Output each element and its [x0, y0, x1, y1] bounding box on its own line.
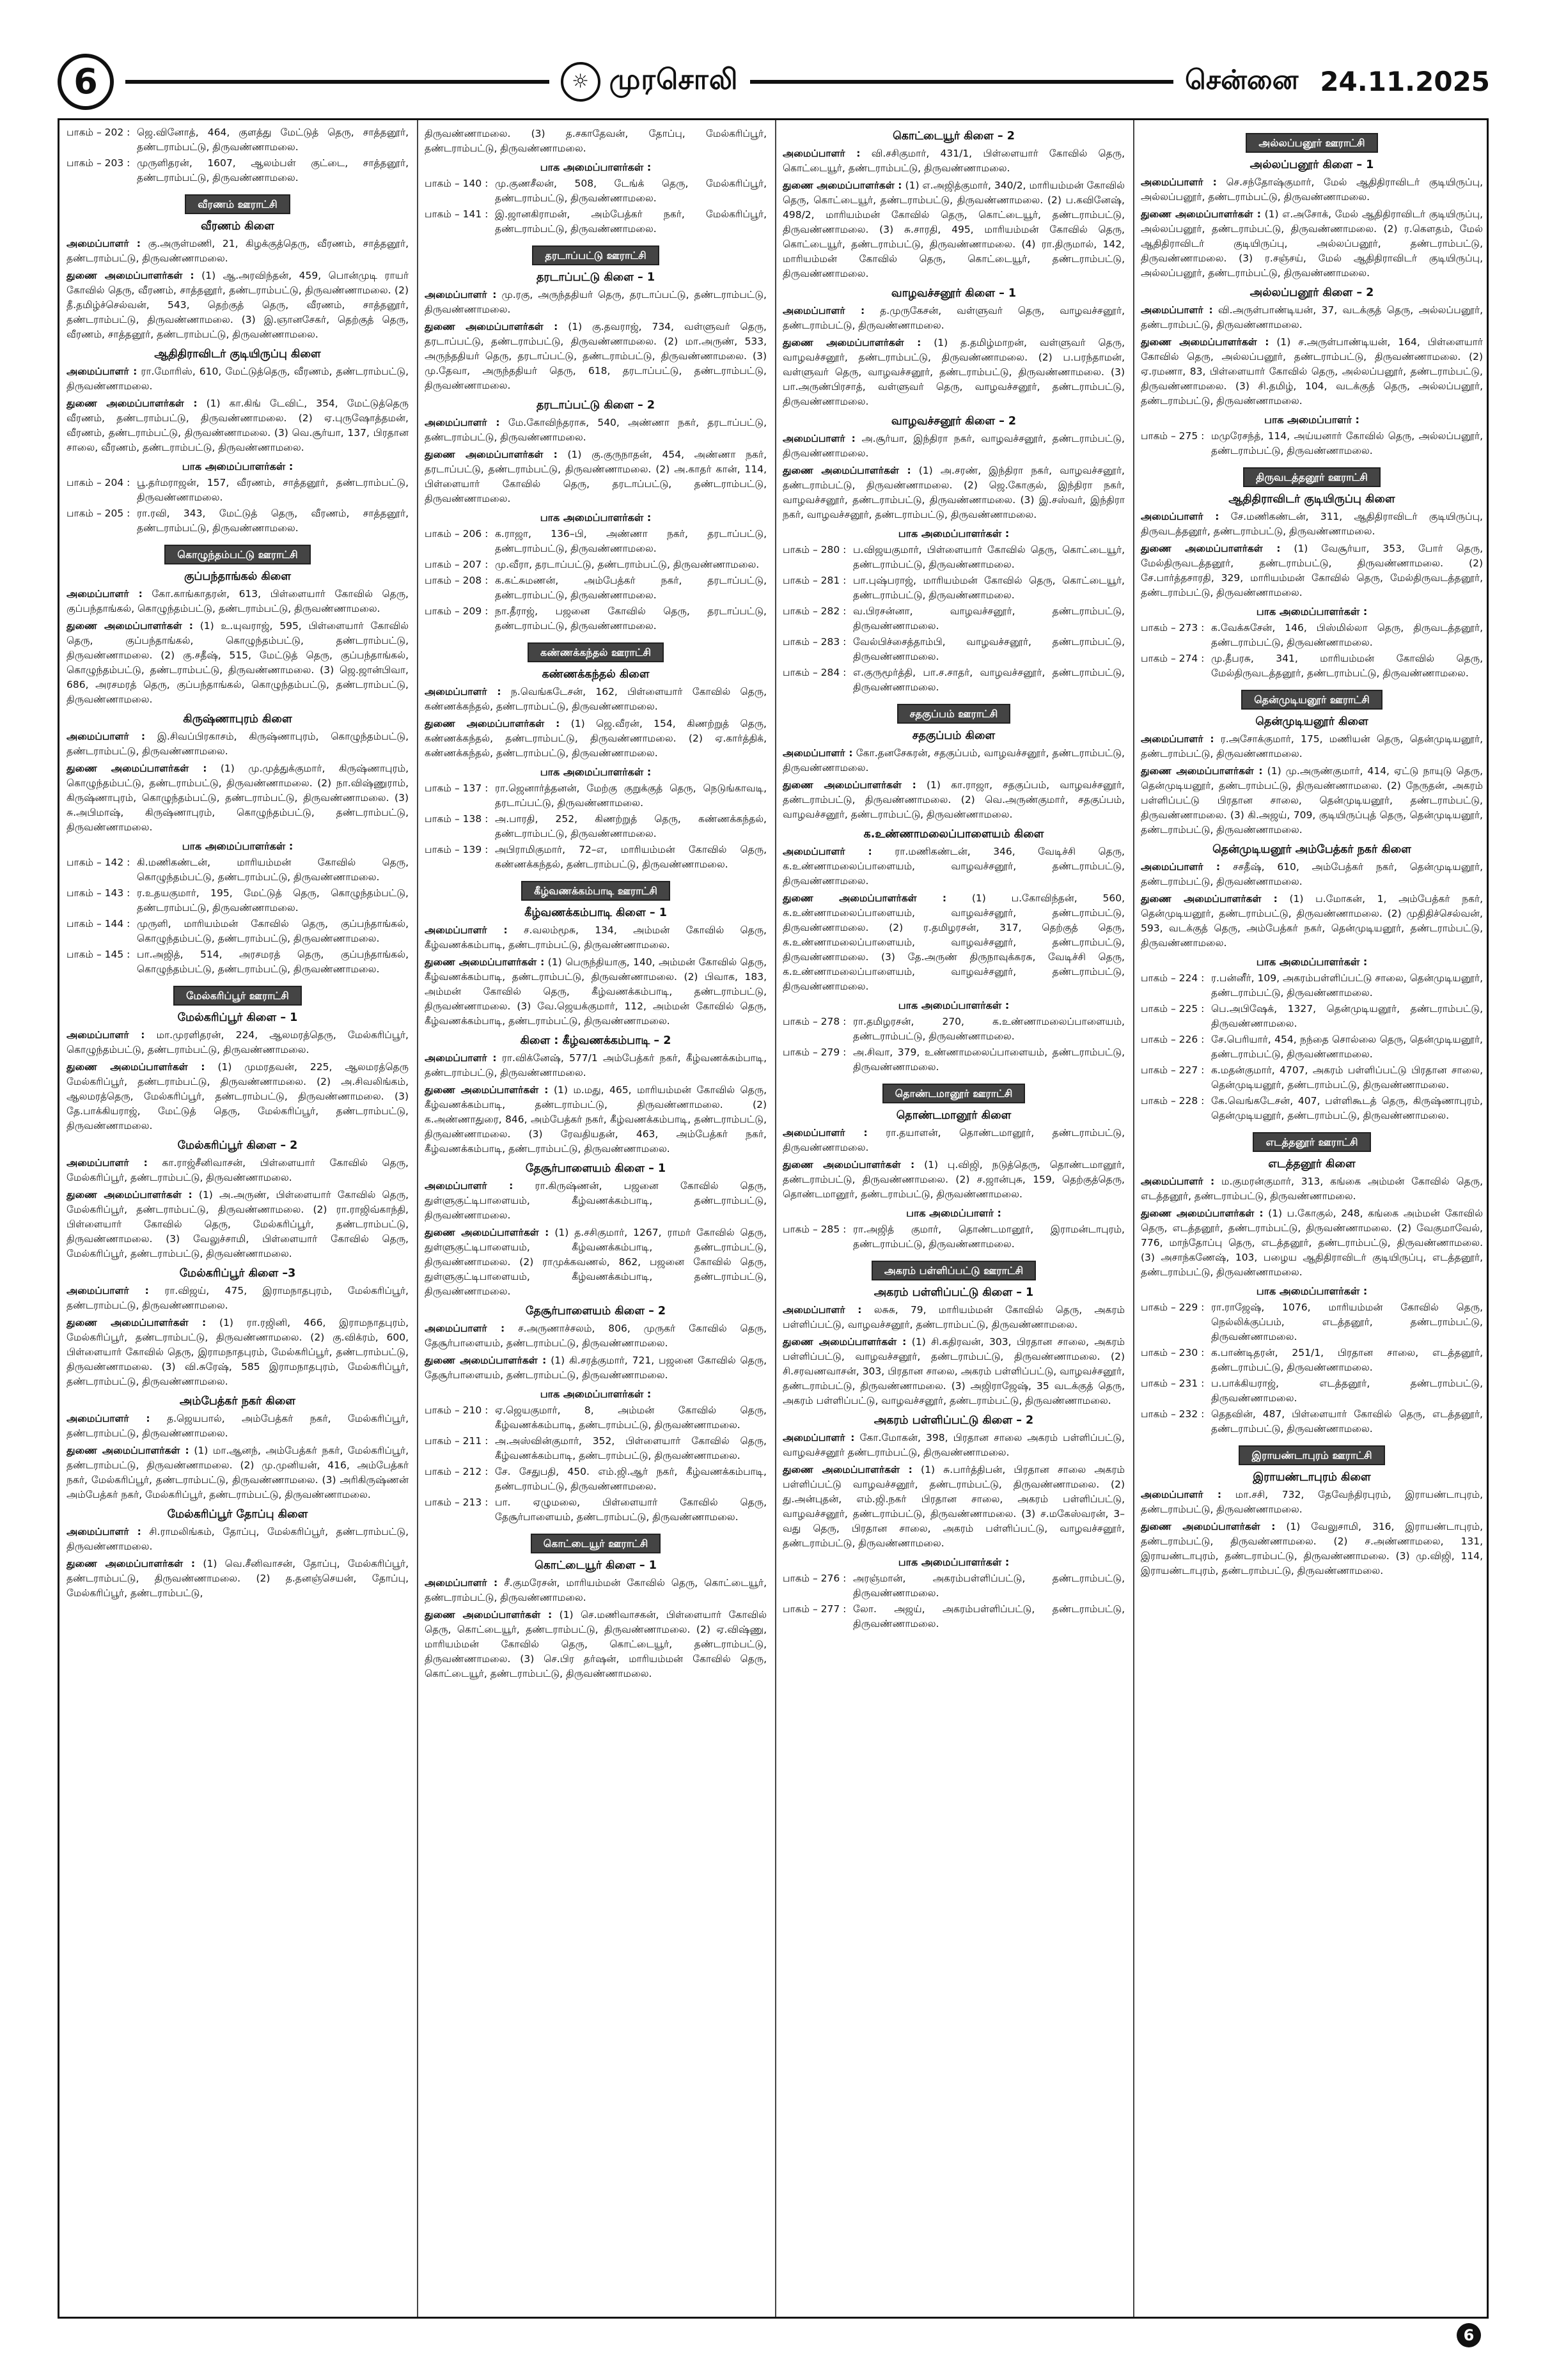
- column-2: [425, 124, 767, 2310]
- organiser-entry: அமைப்பாளர் : சே.மணிகண்டன், 311, ஆதிதிராவிடர் குடியிருப்பு, திருவடத்தனூர், தண்டராம்பட்டு, திருவண்ணாமலை.: [1141, 511, 1483, 537]
- branch-heading: குப்பந்தாங்கல் கிளை: [184, 570, 292, 583]
- booth-entry: [425, 1495, 767, 1525]
- booth-entry: [425, 527, 767, 556]
- booth-entry: [425, 207, 767, 237]
- booth-number: பாகம் – 278 :: [783, 1016, 847, 1027]
- rising-sun-logo-icon: ☼: [561, 62, 600, 102]
- booth-number: பாகம் – 202 :: [67, 127, 130, 138]
- booth-number: பாகம் – 207 :: [425, 559, 489, 570]
- branch-heading: அகரம் பள்ளிப்பட்டு கிளை – 2: [873, 1414, 1034, 1427]
- booth-entry: [1141, 1407, 1483, 1436]
- booth-organiser: கி.மணிகண்டன், மாரியம்மன் கோவில் தெரு, கொழுந்தம்பட்டு, தண்டராம்பட்டு, திருவண்ணாமலை.: [137, 857, 409, 883]
- booth-number: பாகம் – 213 :: [425, 1497, 489, 1508]
- booth-organiser: க.ராஜா, 136–பி, அண்ணா நகர், தரடாப்பட்டு, தண்டராம்பட்டு, திருவண்ணாமலை.: [495, 528, 767, 554]
- organiser-entry: அமைப்பாளர் : மா.முரளிதரன், 224, ஆலமரத்தெரு, மேல்கரிப்பூர், கொழுந்தம்பட்டு, தண்டராம்பட்டு, திருவண்ணாமலை.: [67, 1029, 409, 1055]
- booth-organiser: பா.புஷ்பராஜ், மாரியம்மன் கோவில் தெரு, கொட்டையூர், தண்டராம்பட்டு, திருவண்ணாமலை.: [853, 575, 1125, 601]
- deputy-organisers-entry: துணை அமைப்பாளர்கள் : (1) மு.அருண்குமார், 414, ஏட்டு நாயுடு தெரு, தென்முடியனூர், தண்டராம்பட்டு, திருவண்ணாமலை. (2) நேருதன், அகரம் பள்ளிப்பட்டு பிரதான சாலை, தென்முடியனூர், தண்டராம்பட்டு, திருவண்ணாமலை. (3) கி.அஜய், 709, குடியிருப்புத் தெரு, தென்முடியனூர், தண்டராம்பட்டு, திருவண்ணாமலை.: [1141, 765, 1483, 836]
- column-rule: [775, 120, 776, 2317]
- panchayat-heading: கண்ணக்கந்தல் ஊராட்சி: [425, 642, 767, 662]
- deputy-organisers-entry: துணை அமைப்பாளர்கள் : (1) பு.விஜி, நடுத்தெரு, தொண்டமானூர், தண்டராம்பட்டு, திருவண்ணாமலை. (2) ச.ஜான்புசு, 159, தெற்குத்தெரு, தொண்டமானூர், தண்டராம்பட்டு, திருவண்ணாமலை.: [783, 1159, 1125, 1200]
- booth-entry: [425, 176, 767, 206]
- booth-organiser: எ.குருமூர்த்தி, பா.ச.சாதர், வாழவச்சனூர், தண்டராம்பட்டு, திருவண்ணாமலை.: [853, 667, 1125, 693]
- organiser-entry: அமைப்பாளர் : மே.கோவிந்தராசு, 540, அண்ணா நகர், தரடாப்பட்டு, தண்டராம்பட்டு, திருவண்ணாமலை.: [425, 417, 767, 443]
- booth-organiser: அ.சிவா, 379, உண்ணாமலைப்பாளையம், தண்டராம்பட்டு, திருவண்ணாமலை.: [853, 1046, 1125, 1073]
- booth-number: பாகம் – 228 :: [1141, 1095, 1205, 1107]
- deputy-organisers-entry: துணை அமைப்பாளர்கள் : (1) உ.யுவராஜ், 595, பிள்ளையார் கோவில் தெரு, குப்பந்தாங்கல், கொழுந்தம்பட்டு, தண்டராம்பட்டு, திருவண்ணாமலை. (2) கு.சதீஷ், 515, மேட்டுத் தெரு, குப்பந்தாங்கல், கொழுந்தம்பட்டு, தண்டராம்பட்டு, திருவண்ணாமலை. (3) ஜெ.ஜான்பிவா, 686, அரசமரத் தெரு, குப்பந்தாங்கல், கொழுந்தம்பட்டு, தண்டராம்பட்டு, திருவண்ணாமலை.: [67, 620, 409, 705]
- booth-number: பாகம் – 208 :: [425, 575, 489, 586]
- booth-number: பாகம் – 281 :: [783, 575, 847, 586]
- booth-entry: [425, 812, 767, 841]
- booth-organisers-heading: பாக அமைப்பாளர்கள் :: [898, 527, 1010, 540]
- booth-number: பாகம் – 224 :: [1141, 972, 1205, 984]
- branch-heading: கொட்டையூர் கிளை – 2: [893, 130, 1015, 143]
- pb-list: [783, 1222, 1125, 1252]
- booth-entry: [425, 573, 767, 603]
- booth-organiser: ப.பாக்கியராஜ், எடத்தனூர், தண்டராம்பட்டு, திருவண்ணாமலை.: [1211, 1378, 1483, 1404]
- deputy-organisers-entry: துணை அமைப்பாளர்கள் : (1) அ.சரண், இந்திரா நகர், வாழவச்சனூர், தண்டராம்பட்டு, திருவண்ணாமலை. (2) ஜெ.கோகுல், இந்திரா நகர், வாழவச்சனூர், தண்டராம்பட்டு, திருவண்ணாமலை. (3) இ.சஸ்வர், இந்திரா நகர், வாழவச்சனூர், தண்டராம்பட்டு, திருவண்ணாமலை.: [783, 465, 1125, 520]
- booth-number: பாகம் – 205 :: [67, 508, 130, 519]
- deputy-organisers-entry: துணை அமைப்பாளர்கள் : (1) கி.சரத்குமார், 721, பஜனை கோவில் தெரு, தேசூர்பாளையம், தண்டராம்பட்டு, திருவண்ணாமலை.: [425, 1355, 767, 1381]
- booth-number: பாகம் – 206 :: [425, 528, 489, 540]
- booth-number: பாகம் – 226 :: [1141, 1034, 1205, 1045]
- panchayat-heading: இராயண்டாபுரம் ஊராட்சி: [1141, 1445, 1483, 1465]
- booth-number: பாகம் – 203 :: [67, 157, 130, 169]
- booth-organiser: வ.பிரசன்னா, வாழவச்சனூர், தண்டராம்பட்டு, திருவண்ணாமலை.: [853, 605, 1125, 632]
- booth-entry: [783, 604, 1125, 634]
- organiser-entry: அமைப்பாளர் : ரா.விக்னேஷ், 577/1 அம்பேத்கர் நகர், கீழ்வணக்கம்பாடி, தண்டராம்பட்டு, திருவண்ணாமலை.: [425, 1052, 767, 1078]
- deputy-organisers-entry: துணை அமைப்பாளர்கள் : (1) எ.அஜித்குமார், 340/2, மாரியம்மன் கோவில் தெரு, கொட்டையூர், தண்டராம்பட்டு, திருவண்ணாமலை. (2) ப.கவினேஷ், 498/2, மாரியம்மன் கோவில் தெரு, கொட்டையூர், தண்டராம்பட்டு, திருவண்ணாமலை. (3) சு.சாரதி, 495, மாரியம்மன் கோவில் தெரு, கொட்டையூர், தண்டராம்பட்டு, திருவண்ணாமலை. (4) ரா.திருமால், 142, மாரியம்மன் கோவில் தெரு, கொட்டையூர், தண்டராம்பட்டு, திருவண்ணாமலை.: [783, 180, 1125, 279]
- organiser-entry: அமைப்பாளர் : கோ.மோகன், 398, பிரதான சாலை அகரம் பள்ளிப்பட்டு, வாழவச்சனூர் தண்டராம்பட்டு, திருவண்ணாமலை.: [783, 1432, 1125, 1458]
- booth-number: பாகம் – 227 :: [1141, 1064, 1205, 1076]
- booth-number: பாகம் – 144 :: [67, 918, 130, 929]
- footer-page-number: 6: [1457, 2323, 1481, 2347]
- booth-number: பாகம் – 137 :: [425, 782, 489, 794]
- deputy-organisers-entry: துணை அமைப்பாளர்கள் : (1) ரா.ரஜினி, 466, இராமநாதபுரம், மேல்கரிப்பூர், தண்டராம்பட்டு, திருவண்ணாமலை. (2) கு.விக்ரம், 600, பிள்ளையார் கோவில் தெரு, இராமநாதபுரம், மேல்கரிப்பூர், தண்டராம்பட்டு, திருவண்ணாமலை. (3) வி.சுரேஷ், 585 இராமநாதபுரம், மேல்கரிப்பூர், தண்டராம்பட்டு, திருவண்ணாமலை.: [67, 1317, 409, 1387]
- booth-entry: [783, 543, 1125, 572]
- deputy-organisers-entry: துணை அமைப்பாளர்கள் : (1) செ.மணிவாசகன், பிள்ளையார் கோவில் தெரு, கொட்டையூர், தண்டராம்பட்டு, திருவண்ணாமலை. (2) ஏ.விஷ்ணு, மாரியம்மன் கோவில் தெரு, கொட்டையூர், தண்டராம்பட்டு, திருவண்ணாமலை. (3) செ.பிர தர்ஷன், மாரியம்மன் கோவில் தெரு, கொட்டையூர், தண்டராம்பட்டு, திருவண்ணாமலை.: [425, 1609, 767, 1679]
- masthead-center: [561, 62, 739, 102]
- page-number-badge: 6: [58, 54, 114, 110]
- pb-list: [1141, 971, 1483, 1123]
- booth-number: பாகம் – 138 :: [425, 813, 489, 825]
- panchayat-heading: வீரணம் ஊராட்சி: [67, 194, 409, 214]
- booth-entry: [67, 917, 409, 946]
- booth-entry: [425, 1465, 767, 1494]
- masthead: [58, 51, 1490, 112]
- pb-list: [425, 527, 767, 634]
- deputy-organisers-entry: துணை அமைப்பாளர்கள் : (1) சி.கதிரவன், 303, பிரதான சாலை, அகரம் பள்ளிப்பட்டு, வாழவச்சனூர், தண்டராம்பட்டு, திருவண்ணாமலை. (2) சி.சரவணவாசன், 303, பிரதான சாலை, அகரம் பள்ளிப்பட்டு, வாழவச்சனூர், தண்டராம்பட்டு, திருவண்ணாமலை. (3) அஜிராஜேஷ், 35 வடக்குத் தெரு, அகரம் பள்ளிப்பட்டு, வாழவச்சனூர், தண்டராம்பட்டு, திருவண்ணாமலை.: [783, 1336, 1125, 1406]
- booth-number: பாகம் – 212 :: [425, 1466, 489, 1477]
- booth-number: பாகம் – 273 :: [1141, 622, 1205, 634]
- deputy-organisers-entry: துணை அமைப்பாளர்கள் : (1) கு.தவராஜ், 734, வள்ளுவர் தெரு, தரடாப்பட்டு, தண்டராம்பட்டு, திருவண்ணாமலை. (2) மா.அருண், 533, அருந்ததியர் தெரு, தரடாப்பட்டு, தண்டராம்பட்டு, திருவண்ணாமலை. (3) மு.தேவா, அருந்ததியர் தெரு, 618, தரடாப்பட்டு, தண்டராம்பட்டு, திருவண்ணாமலை.: [425, 321, 767, 391]
- panchayat-heading: கொட்டையூர் ஊராட்சி: [425, 1534, 767, 1553]
- booth-organisers-heading: பாக அமைப்பாளர்கள் :: [898, 999, 1010, 1011]
- deputy-organisers-entry: துணை அமைப்பாளர்கள் : (1) ம.மது, 465, மாரியம்மன் கோவில் தெரு, கீழ்வணக்கம்பாடி, தண்டராம்பட்டு, திருவண்ணாமலை. (2) க.அண்ணாதுரை, 846, அம்பேத்கர் நகர், கீழ்வணக்கம்பாடி, தண்டராம்பட்டு, திருவண்ணாமலை. (3) ரேவதியதன், 463, அம்பேத்கர் நகர், கீழ்வணக்கம்பாடி, தண்டராம்பட்டு, திருவண்ணாமலை.: [425, 1084, 767, 1155]
- booth-number: பாகம் – 140 :: [425, 178, 489, 189]
- organiser-entry: அமைப்பாளர் : ந.வெங்கடேசன், 162, பிள்ளையார் கோவில் தெரு, கண்ணக்கந்தல், தண்டராம்பட்டு, திருவண்ணாமலை.: [425, 686, 767, 712]
- organiser-entry: அமைப்பாளர் : கோ.காங்காதரன், 613, பிள்ளையார் கோவில் தெரு, குப்பந்தாங்கல், கொழுந்தம்பட்டு, தண்டராம்பட்டு, திருவண்ணாமலை.: [67, 588, 409, 614]
- booth-entry: [67, 156, 409, 185]
- pb-list: [1141, 429, 1483, 458]
- booth-number: பாகம் – 145 :: [67, 949, 130, 960]
- panchayat-heading: அகரம் பள்ளிப்பட்டு ஊராட்சி: [783, 1261, 1125, 1280]
- booth-number: பாகம் – 274 :: [1141, 653, 1205, 664]
- deputy-organisers-entry: துணை அமைப்பாளர்கள் : (1) கு.குருநாதன், 454, அண்ணா நகர், தரடாப்பட்டு, தண்டராம்பட்டு, திருவண்ணாமலை. (2) அ.காதர் கான், 114, பிள்ளையார் கோவில் தெரு, தரடாப்பட்டு, தண்டராம்பட்டு, திருவண்ணாமலை.: [425, 449, 767, 504]
- pb-list: [783, 543, 1125, 695]
- organiser-entry: அமைப்பாளர் : கு.அருள்மணி, 21, கிழக்குத்தெரு, வீரணம், சாத்தனூர், தண்டராம்பட்டு, திருவண்ணாமலை.: [67, 238, 409, 264]
- booth-entry: [425, 1403, 767, 1433]
- column-rule: [1133, 120, 1134, 2317]
- booth-number: பாகம் – 280 :: [783, 544, 847, 556]
- organiser-entry: அமைப்பாளர் : ரா.மோரிஸ், 610, மேட்டுத்தெரு, வீரணம், தண்டராம்பட்டு, திருவண்ணாமலை.: [67, 366, 409, 392]
- panchayat-heading: தென்முடியனூர் ஊராட்சி: [1141, 690, 1483, 710]
- organiser-entry: அமைப்பாளர் : வி.அருள்பாண்டியன், 37, வடக்குத் தெரு, அல்லப்பனூர், தண்டராம்பட்டு, திருவண்ணாமலை.: [1141, 304, 1483, 331]
- deputy-organisers-entry: துணை அமைப்பாளர்கள் : (1) ப.கோவிந்தன், 560, க.உண்ணாமலைப்பாளையம், வாழவச்சனூர், தண்டராம்பட்டு, திருவண்ணாமலை. (2) ர.தமிழரசன், 317, தெற்குத் தெரு, க.உண்ணாமலைப்பாளையம், வாழவச்சனூர், தண்டராம்பட்டு, திருவண்ணாமலை. (3) தே.அருண் திருநாவுக்கரசு, வேடிச்சி தெரு, க.உண்ணாமலைப்பாளையம், வாழவச்சனூர், தண்டராம்பட்டு, திருவண்ணாமலை.: [783, 892, 1125, 992]
- deputy-organisers-entry: துணை அமைப்பாளர்கள் : (1) த.சசிகுமார், 1267, ராமர் கோவில் தெரு, துள்ளுகுட்டிபாளையம், கீழ்வணக்கம்பாடி, தண்டராம்பட்டு, திருவண்ணாமலை. (2) ராமுக்கவணல், 862, பஜனை கோவில் தெரு, துள்ளுகுட்டிபாளையம், கீழ்வணக்கம்பாடி, தண்டராம்பட்டு, திருவண்ணாமலை.: [425, 1227, 767, 1297]
- booth-entry: [67, 476, 409, 505]
- pb-list: [783, 1015, 1125, 1075]
- booth-organiser: பா. ஏழுமலை, பிள்ளையார் கோவில் தெரு, தேசூர்பாளையம், தண்டராம்பட்டு, திருவண்ணாமலை.: [495, 1497, 767, 1523]
- booth-organisers-heading: பாக அமைப்பாளர் :: [1264, 414, 1359, 426]
- booth-organiser: பூ.தர்மராஜன், 157, வீரணம், சாத்தனூர், தண்டராம்பட்டு, திருவண்ணாமலை.: [137, 477, 409, 503]
- booth-organiser: அ.பாரதி, 252, கிணற்றுத் தெரு, கண்ணக்கந்தல், தண்டராம்பட்டு, திருவண்ணாமலை.: [495, 813, 767, 839]
- booth-number: பாகம் – 209 :: [425, 605, 489, 617]
- booth-organisers-heading: பாக அமைப்பாளர்கள் :: [540, 766, 652, 778]
- pb-list: [783, 1571, 1125, 1631]
- pb-list: [1141, 1300, 1483, 1436]
- booth-organiser: க.மதன்குமார், 4707, அகரம் பள்ளிப்பட்டு பிரதான சாலை, தென்முடியனூர், தண்டராம்பட்டு, திருவண்ணாமலை.: [1211, 1064, 1483, 1091]
- organiser-entry: அமைப்பாளர் : கா.ராஜ்சீனிவாசன், பிள்ளையார் கோவில் தெரு, மேல்கரிப்பூர், தண்டராம்பட்டு, திருவண்ணாமலை.: [67, 1157, 409, 1183]
- booth-entry: [1141, 1094, 1483, 1123]
- deputy-organisers-entry: துணை அமைப்பாளர்கள் : (1) கா.ராஜா, சதகுப்பம், வாழவச்சனூர், தண்டராம்பட்டு, திருவண்ணாமலை. (2) வெ.அருண்குமார், சதகுப்பம், வாழவச்சனூர், தண்டராம்பட்டு, திருவண்ணாமலை.: [783, 779, 1125, 820]
- deputy-organisers-entry: துணை அமைப்பாளர்கள் : (1) வேசூர்யா, 353, போர் தெரு, மேல்திருவடத்தனூர், தண்டராம்பட்டு, திருவண்ணாமலை. (2) சே.பார்த்தசாரதி, 329, மாரியம்மன் கோவில் தெரு, மேல்திருவடத்தனூர், தண்டராம்பட்டு, திருவண்ணாமலை.: [1141, 543, 1483, 598]
- booth-entry: [1141, 1346, 1483, 1375]
- organiser-entry: அமைப்பாளர் : ரா.விஜய், 475, இராமநாதபுரம், மேல்கரிப்பூர், தண்டராம்பட்டு, திருவண்ணாமலை.: [67, 1285, 409, 1311]
- booth-number: பாகம் – 232 :: [1141, 1408, 1205, 1420]
- pb-list: [1141, 621, 1483, 681]
- booth-entry: [783, 1015, 1125, 1044]
- organiser-entry: அமைப்பாளர் : த.ஜெயபால், அம்பேத்கர் நகர், மேல்கரிப்பூர், தண்டராம்பட்டு, திருவண்ணாமலை.: [67, 1413, 409, 1439]
- booth-entry: [783, 1571, 1125, 1601]
- booth-entry: [1141, 429, 1483, 458]
- booth-organiser: இ.ஜானகிராமன், அம்பேத்கர் நகர், மேல்கரிப்பூர், தண்டராம்பட்டு, திருவண்ணாமலை.: [495, 208, 767, 235]
- branch-heading: தென்முடியனூர் அம்பேத்கர் நகர் கிளை: [1212, 843, 1411, 856]
- booth-number: பாகம் – 211 :: [425, 1435, 489, 1447]
- edition-city: சென்னை: [1185, 64, 1299, 95]
- branch-heading: சதகுப்பம் கிளை: [912, 729, 996, 742]
- deputy-organisers-entry: துணை அமைப்பாளர்கள் : (1) ப.மோகன், 1, அம்பேத்கர் நகர், தென்முடியனூர், தண்டராம்பட்டு, திருவண்ணாமலை. (2) முதிதிச்செல்வன், 593, வடக்குத் தெரு, அம்பேத்கர் நகர், தென்முடியனூர், தண்டராம்பட்டு, திருவண்ணாமலை.: [1141, 893, 1483, 949]
- masthead-rule-left: [125, 80, 549, 84]
- newspaper-name: முரசொலி: [609, 63, 739, 96]
- branch-heading: அகரம் பள்ளிப்பட்டு கிளை – 1: [873, 1286, 1034, 1299]
- booth-organisers-heading: பாக அமைப்பாளர்கள் :: [898, 1556, 1010, 1568]
- booth-entry: [67, 506, 409, 536]
- organiser-entry: அமைப்பாளர் : சசதீஷ், 610, அம்பேத்கர் நகர், தென்முடியனூர், தண்டராம்பட்டு, திருவண்ணாமலை.: [1141, 861, 1483, 887]
- booth-entry: [1141, 621, 1483, 650]
- booth-organisers-heading: பாக அமைப்பாளர்கள் :: [540, 511, 652, 524]
- panchayat-heading: சதகுப்பம் ஊராட்சி: [783, 704, 1125, 724]
- booth-organiser: அபிராமிகுமார், 72–எ, மாரியம்மன் கோவில் தெரு, கண்ணக்கந்தல், தண்டராம்பட்டு, திருவண்ணாமலை.: [495, 844, 767, 870]
- booth-organiser: சே. சேதுபதி, 450. எம்.ஜி.ஆர் நகர், கீழ்வணக்கம்பாடி, தண்டராம்பட்டு, திருவண்ணாமலை.: [495, 1466, 767, 1492]
- branch-heading: தரடாப்பட்டு கிளை – 1: [537, 271, 655, 284]
- branch-heading: எடத்தனூர் கிளை: [1268, 1158, 1356, 1171]
- booth-organiser: ரா.ராஜேஷ், 1076, மாரியம்மன் கோவில் தெரு, நெல்லிக்குப்பம், எடத்தனூர், தண்டராம்பட்டு, திருவண்ணாமலை.: [1211, 1302, 1483, 1342]
- continued-text: திருவண்ணாமலை. (3) த.சகாதேவன், தோப்பு, மேல்கரிப்பூர், தண்டராம்பட்டு, திருவண்ணாமலை.: [425, 128, 767, 154]
- panchayat-heading: தரடாப்பட்டு ஊராட்சி: [425, 245, 767, 265]
- booth-organiser: மு.குணசீலன், 508, டேங்க் தெரு, மேல்கரிப்பூர், தண்டராம்பட்டு, திருவண்ணாமலை.: [495, 178, 767, 204]
- branch-heading: கிருஷ்ணாபுரம் கிளை: [183, 713, 292, 726]
- deputy-organisers-entry: துணை அமைப்பாளர்கள் : (1) சு.பார்த்திபன், பிரதான சாலை அகரம் பள்ளிப்பட்டு வாழவச்சனூர், தண்டராம்பட்டு, திருவண்ணாமலை. (2) து.அன்புதன், எம்.ஜி.நகர் பிரதான சாலை, அகரம் பள்ளிப்பட்டு, வாழவச்சனூர், தண்டராம்பட்டு, திருவண்ணாமலை. (3) ச.மகேஸ்வரன், 3–வது தெரு, பிரதான சாலை, அகரம் பள்ளிப்பட்டு, வாழவச்சனூர், தண்டராம்பட்டு, திருவண்ணாமலை.: [783, 1464, 1125, 1549]
- booth-organisers-heading: பாக அமைப்பாளர்கள் :: [540, 161, 652, 173]
- booth-organiser: ரா.ஜெனார்த்தனன், மேற்கு குறுக்குத் தெரு, நெடுங்காவடி, தரடாப்பட்டு, திருவண்ணாமலை.: [495, 782, 767, 809]
- booth-number: பாகம் – 284 :: [783, 667, 847, 678]
- booth-entry: [1141, 1032, 1483, 1062]
- booth-organiser: ப.விஜயகுமார், பிள்ளையார் கோவில் தெரு, கொட்டையூர், தண்டராம்பட்டு, திருவண்ணாமலை.: [853, 544, 1125, 570]
- booth-organisers-heading: பாக அமைப்பாளர்கள் :: [1256, 605, 1368, 618]
- booth-number: பாகம் – 225 :: [1141, 1003, 1205, 1015]
- booth-organiser: ர.உதயகுமார், 195, மேட்டுத் தெரு, கொழுந்தம்பட்டு, தண்டராம்பட்டு, திருவண்ணாமலை.: [137, 887, 409, 914]
- booth-number: பாகம் – 282 :: [783, 605, 847, 617]
- booth-organisers-heading: பாக அமைப்பாளர்கள் :: [1256, 956, 1368, 968]
- column-1: [67, 124, 409, 2310]
- booth-number: பாகம் – 229 :: [1141, 1302, 1205, 1313]
- branch-heading: அம்பேத்கர் நகர் கிளை: [179, 1395, 296, 1408]
- branch-heading: அல்லப்பனூர் கிளை – 2: [1249, 286, 1374, 299]
- booth-entry: [1141, 1300, 1483, 1344]
- panchayat-heading: அல்லப்பனூர் ஊராட்சி: [1141, 133, 1483, 153]
- booth-organiser: ஏ.ஜெயகுமார், 8, அம்மன் கோவில் தெரு, கீழ்வணக்கம்பாடி, தண்டராம்பட்டு, திருவண்ணாமலை.: [495, 1404, 767, 1431]
- booth-entry: [67, 947, 409, 977]
- booth-number: பாகம் – 210 :: [425, 1404, 489, 1416]
- pb-list: [425, 781, 767, 872]
- issue-date: 24.11.2025: [1320, 66, 1491, 97]
- branch-heading: தேசூர்பாளையம் கிளை – 1: [525, 1162, 666, 1175]
- booth-number: பாகம் – 139 :: [425, 844, 489, 855]
- deputy-organisers-entry: துணை அமைப்பாளர்கள் : (1) கா.கிங் டேவிட், 354, மேட்டுத்தெரு வீரணம், தண்டராம்பட்டு, திருவண்ணாமலை. (2) ஏ.புருஷோத்தமன், வீரணம், தண்டராம்பட்டு, திருவண்ணாமலை. (3) வெ.சூர்யா, 137, பிரதான சாலை, வீரணம், தண்டராம்பட்டு, திருவண்ணாமலை.: [67, 398, 409, 453]
- booth-organiser: வேல்பிச்சைத்தாம்பி, வாழவச்சனூர், தண்டராம்பட்டு, திருவண்ணாமலை.: [853, 636, 1125, 662]
- panchayat-heading: கொழுந்தம்பட்டு ஊராட்சி: [67, 545, 409, 564]
- booth-number: பாகம் – 142 :: [67, 857, 130, 868]
- booth-entry: [425, 1434, 767, 1463]
- booth-entry: [1141, 1002, 1483, 1031]
- organiser-entry: அமைப்பாளர் : மு.ரகு, அருந்ததியர் தெரு, தரடாப்பட்டு, தண்டராம்பட்டு, திருவண்ணாமலை.: [425, 289, 767, 315]
- branch-heading: வாழவச்சனூர் கிளை – 1: [891, 287, 1017, 300]
- organiser-entry: அமைப்பாளர் : ரா.கிருஷ்ணன், பஜனை கோவில் தெரு, துள்ளுகுட்டிபாளையம், கீழ்வணக்கம்பாடி, தண்டராம்பட்டு, திருவண்ணாமலை.: [425, 1180, 767, 1221]
- booth-number: பாகம் – 275 :: [1141, 430, 1205, 442]
- branch-heading: கீழ்வணக்கம்பாடி கிளை – 1: [524, 906, 667, 919]
- booth-number: பாகம் – 230 :: [1141, 1347, 1205, 1358]
- deputy-organisers-entry: துணை அமைப்பாளர்கள் : (1) ஜெ.வீரன், 154, கிணற்றுத் தெரு, கண்ணக்கந்தல், தண்டராம்பட்டு, திருவண்ணாமலை. (2) ஏ.கார்த்திக், கண்ணக்கந்தல், தண்டராம்பட்டு, திருவண்ணாமலை.: [425, 718, 767, 759]
- booth-organiser: முருளி, மாரியம்மன் கோவில் தெரு, குப்பந்தாங்கல், கொழுந்தம்பட்டு, தண்டராம்பட்டு, திருவண்ணாமலை.: [137, 918, 409, 944]
- booth-organiser: ஜெ.வினோத், 464, குளத்து மேட்டுத் தெரு, சாத்தனூர், தண்டராம்பட்டு, திருவண்ணாமலை.: [137, 127, 409, 153]
- column-4: [1141, 124, 1483, 2310]
- deputy-organisers-entry: துணை அமைப்பாளர்கள் : (1) அ.அருண், பிள்ளையார் கோவில் தெரு, மேல்கரிப்பூர், தண்டராம்பட்டு, திருவண்ணாமலை. (2) ரா.ராஜிவ்காந்தி, பிள்ளையார் கோவில் தெரு, மேல்கரிப்பூர், தண்டராம்பட்டு, திருவண்ணாமலை. (3) வேலுச்சாமி, பிள்ளையார் கோவில் தெரு, மேல்கரிப்பூர், தண்டராம்பட்டு, திருவண்ணாமலை.: [67, 1189, 409, 1259]
- booth-organiser: ர.பன்னீர், 109, அகரம்பள்ளிப்பட்டு சாலை, தென்முடியனூர், தண்டராம்பட்டு, திருவண்ணாமலை.: [1211, 972, 1483, 999]
- booth-entry: [783, 635, 1125, 664]
- booth-organisers-heading: பாக அமைப்பாளர்கள் :: [540, 1388, 652, 1400]
- booth-organiser: அ.அஸ்வின்குமார், 352, பிள்ளையார் கோவில் தெரு, கீழ்வணக்கம்பாடி, தண்டராம்பட்டு, திருவண்ணாமலை.: [495, 1435, 767, 1461]
- booth-entry: [1141, 971, 1483, 1000]
- panchayat-heading: மேல்கரிப்பூர் ஊராட்சி: [67, 986, 409, 1006]
- branch-heading: ஆதிதிராவிடர் குடியிருப்பு கிளை: [1228, 493, 1395, 506]
- organiser-entry: அமைப்பாளர் : ம.குமரன்குமார், 313, கங்கை அம்மன் கோவில் தெரு, எடத்தனூர், தண்டராம்பட்டு, திருவண்ணாமலை.: [1141, 1176, 1483, 1202]
- branch-heading: கண்ணக்கந்தல் கிளை: [542, 668, 650, 681]
- organiser-entry: அமைப்பாளர் : ச.வலம்மூசு, 134, அம்மன் கோவில் தெரு, கீழ்வணக்கம்பாடி, தண்டராம்பட்டு, திருவண்ணாமலை.: [425, 924, 767, 951]
- organiser-entry: அமைப்பாளர் : ரா.தயாளன், தொண்டமானூர், தண்டராம்பட்டு, திருவண்ணாமலை.: [783, 1127, 1125, 1153]
- booth-entry: [783, 1222, 1125, 1252]
- booth-organiser: அரஞ்மான், அகரம்பள்ளிப்பட்டு, தண்டராம்பட்டு, திருவண்ணாமலை.: [853, 1573, 1125, 1599]
- booth-entry: [425, 781, 767, 811]
- booth-number: பாகம் – 141 :: [425, 208, 489, 220]
- booth-number: பாகம் – 276 :: [783, 1573, 847, 1584]
- booth-number: பாகம் – 277 :: [783, 1603, 847, 1615]
- masthead-rule-right: [750, 80, 1174, 84]
- organiser-entry: அமைப்பாளர் : கோ.தனசேகரன், சதகுப்பம், வாழவச்சனூர், தண்டராம்பட்டு, திருவண்ணாமலை.: [783, 747, 1125, 774]
- branch-heading: வீரணம் கிளை: [201, 220, 274, 233]
- booth-number: பாகம் – 143 :: [67, 887, 130, 899]
- pb-list: [425, 1403, 767, 1525]
- deputy-organisers-entry: துணை அமைப்பாளர்கள் : (1) ப.கோகுல், 248, கங்கை அம்மன் கோவில் தெரு, எடத்தனூர், தண்டராம்பட்டு, திருவண்ணாமலை. (2) வேகுமாவேல், 776, மாந்தோப்பு தெரு, எடத்தனூர், தண்டராம்பட்டு, திருவண்ணாமலை. (3) அசாந்கணேஷ், 103, பழைய ஆதிதிராவிடர் குடியிருப்பு, எடத்தனூர், தண்டராம்பட்டு, திருவண்ணாமலை.: [1141, 1208, 1483, 1278]
- booth-organiser: பா.அஜித், 514, அரசமரத் தெரு, குப்பந்தாங்கல், கொழுந்தம்பட்டு, தண்டராம்பட்டு, திருவண்ணாமலை.: [137, 949, 409, 975]
- booth-organiser: கே.வெங்கடேசன், 407, பள்ளிகூடத் தெரு, கிருஷ்ணாபுரம், தென்முடியனூர், தண்டராம்பட்டு, திருவண்ணாமலை.: [1211, 1095, 1483, 1121]
- deputy-organisers-entry: துணை அமைப்பாளர்கள் : (1) த.தமிழ்மாறன், வள்ளுவர் தெரு, வாழவச்சனூர், தண்டராம்பட்டு, திருவண்ணாமலை. (2) ப.பரந்தாமன், வள்ளுவர் தெரு, வாழவச்சனூர், தண்டராம்பட்டு, திருவண்ணாமலை. (3) பா.அருண்பிரசாத், வள்ளுவர் தெரு, வாழவச்சனூர், தண்டராம்பட்டு, திருவண்ணாமலை.: [783, 337, 1125, 407]
- booth-organiser: க.வேக்சுசேன், 146, பிஸ்மில்லா தெரு, திருவடத்தனூர், தண்டராம்பட்டு, திருவண்ணாமலை.: [1211, 622, 1483, 648]
- organiser-entry: அமைப்பாளர் : சி.ராமலிங்கம், தோப்பு, மேல்கரிப்பூர், தண்டராம்பட்டு, திருவண்ணாமலை.: [67, 1526, 409, 1552]
- deputy-organisers-entry: துணை அமைப்பாளர்கள் : (1) எ.அசோக், மேல் ஆதிதிராவிடர் குடியிருப்பு, அல்லப்பனூர், தண்டராம்பட்டு, திருவண்ணாமலை. (2) ர.கௌதம், மேல் ஆதிதிராவிடர் குடியிருப்பு, அல்லப்பனூர், தண்டராம்பட்டு, திருவண்ணாமலை. (3) ர.சஞ்சய், மேல் ஆதிதிராவிடர் குடியிருப்பு, அல்லப்பனூர், தண்டராம்பட்டு, திருவண்ணாமலை.: [1141, 208, 1483, 279]
- deputy-organisers-entry: துணை அமைப்பாளர்கள் : (1) வெ.சீனிவாசன், தோப்பு, மேல்கரிப்பூர், தண்டராம்பட்டு, திருவண்ணாமலை. (2) த.தனஞ்செயன், தோப்பு, மேல்கரிப்பூர், தண்டராம்பட்டு,: [67, 1558, 409, 1599]
- booth-entry: [67, 855, 409, 885]
- pb-list: [425, 176, 767, 237]
- branch-heading: தேசூர்பாளையம் கிளை – 2: [525, 1305, 666, 1318]
- organiser-entry: அமைப்பாளர் : மா.சசி, 732, தேவேந்திரபுரம், இராயண்டாபுரம், தண்டராம்பட்டு, திருவண்ணாமலை.: [1141, 1489, 1483, 1515]
- deputy-organisers-entry: துணை அமைப்பாளர்கள் : (1) மா.ஆனந், அம்பேத்கர் நகர், மேல்கரிப்பூர், தண்டராம்பட்டு, திருவண்ணாமலை. (2) மு.முனியன், 416, அம்பேத்கர் நகர், மேல்கரிப்பூர், தண்டராம்பட்டு, திருவண்ணாமலை. (3) அரிகிருஷ்ணன் அம்பேத்கர் நகர், மேல்கரிப்பூர், தண்டராம்பட்டு, திருவண்ணாமலை.: [67, 1445, 409, 1500]
- masthead-right: [1185, 64, 1490, 99]
- booth-organiser: ரா.ரவி, 343, மேட்டுத் தெரு, வீரணம், சாத்தனூர், தண்டராம்பட்டு, திருவண்ணாமலை.: [137, 508, 409, 534]
- deputy-organisers-entry: துணை அமைப்பாளர்கள் : (1) மு.முத்துக்குமார், கிருஷ்ணாபுரம், கொழுந்தம்பட்டு, தண்டராம்பட்டு, திருவண்ணாமலை. (2) நா.விஷ்ணுராம், கிருஷ்ணாபுரம், கொழுந்தம்பட்டு, தண்டராம்பட்டு, திருவண்ணாமலை. (3) சு.அபிமாஷ், கிருஷ்ணாபுரம், கொழுந்தம்பட்டு, தண்டராம்பட்டு, திருவண்ணாமலை.: [67, 763, 409, 833]
- booth-organisers-heading: பாக அமைப்பாளர்கள் :: [182, 840, 294, 852]
- booth-number: பாகம் – 204 :: [67, 477, 130, 488]
- booth-number: பாகம் – 279 :: [783, 1046, 847, 1058]
- organiser-entry: அமைப்பாளர் : ச.அருணாச்சலம், 806, முருகர் கோவில் தெரு, தேசூர்பாளையம், தண்டராம்பட்டு, திருவண்ணாமலை.: [425, 1323, 767, 1349]
- organiser-entry: அமைப்பாளர் : அ.சூர்யா, இந்திரா நகர், வாழவச்சனூர், தண்டராம்பட்டு, திருவண்ணாமலை.: [783, 433, 1125, 459]
- branch-heading: வாழவச்சனூர் கிளை – 2: [891, 415, 1017, 428]
- branch-heading: இராயண்டாபுரம் கிளை: [1253, 1471, 1371, 1484]
- booth-entry: [1141, 1063, 1483, 1093]
- organiser-entry: அமைப்பாளர் : இ.சிவப்பிரகாசம், கிருஷ்ணாபுரம், கொழுந்தம்பட்டு, தண்டராம்பட்டு, திருவண்ணாமலை.: [67, 731, 409, 757]
- booth-entry: [783, 573, 1125, 603]
- booth-organiser: சே.பெரியார், 454, நந்தை சொல்லை தெரு, தென்முடியனூர், தண்டராம்பட்டு, திருவண்ணாமலை.: [1211, 1034, 1483, 1060]
- column-rule: [417, 120, 418, 2317]
- booth-entry: [67, 125, 409, 155]
- organiser-entry: அமைப்பாளர் : ரா.மணிகண்டன், 346, வேடிச்சி தெரு, க.உண்ணாமலைப்பாளையம், வாழவச்சனூர், தண்டராம்பட்டு, திருவண்ணாமலை.: [783, 846, 1125, 887]
- panchayat-heading: தொண்டமானூர் ஊராட்சி: [783, 1084, 1125, 1103]
- organiser-entry: அமைப்பாளர் : வி.சசிகுமார், 431/1, பிள்ளையார் கோவில் தெரு, கொட்டையூர், தண்டராம்பட்டு, திருவண்ணாமலை.: [783, 148, 1125, 174]
- branch-heading: மேல்கரிப்பூர் கிளை –3: [179, 1267, 296, 1280]
- pb-list: [67, 855, 409, 977]
- booth-number: பாகம் – 285 :: [783, 1224, 847, 1235]
- booth-entry: [783, 1045, 1125, 1075]
- deputy-organisers-entry: துணை அமைப்பாளர்கள் : (1) வேலுசாமி, 316, இராயண்டாபுரம், தண்டராம்பட்டு, திருவண்ணாமலை. (2) ச.அண்ணாமலை, 131, இராயண்டாபுரம், தண்டராம்பட்டு, திருவண்ணாமலை. (3) மு.விஜி, 114, இராயண்டாபுரம், தண்டராம்பட்டு, திருவண்ணாமலை.: [1141, 1521, 1483, 1576]
- booth-organisers-heading: பாக அமைப்பாளர்கள் :: [182, 460, 294, 472]
- panchayat-heading: திருவடத்தனூர் ஊராட்சி: [1141, 467, 1483, 487]
- booth-organiser: க.கட்சுமணன், அம்பேத்கர் நகர், தரடாப்பட்டு, தண்டராம்பட்டு, திருவண்ணாமலை.: [495, 575, 767, 601]
- booth-entry: [425, 604, 767, 634]
- booth-organiser: ரா.தமிழரசன், 270, க.உண்ணாமலைப்பாளையம், தண்டராம்பட்டு, திருவண்ணாமலை.: [853, 1016, 1125, 1042]
- deputy-organisers-entry: துணை அமைப்பாளர்கள் : (1) முமரதவன், 225, ஆலமரத்தெரு மேல்கரிப்பூர், தண்டராம்பட்டு, திருவண்ணாமலை. (2) அ.சிவலிங்கம், ஆலமரத்தெரு, மேல்கரிப்பூர், தண்டராம்பட்டு, திருவண்ணாமலை. (3) தே.பாக்கியராஜ், மேட்டுத் தெரு, மேல்கரிப்பூர், தண்டராம்பட்டு, திருவண்ணாமலை.: [67, 1061, 409, 1132]
- deputy-organisers-entry: துணை அமைப்பாளர்கள் : (1) பெருந்தியாகு, 140, அம்மன் கோவில் தெரு, கீழ்வணக்கம்பாடி, தண்டராம்பட்டு, திருவண்ணாமலை. (2) பிவாக, 183, அம்மன் கோவில் தெரு, கீழ்வணக்கம்பாடி, தண்டராம்பட்டு, திருவண்ணாமலை. (3) வே.ஜெயக்குமார், 112, அம்மன் கோவில் தெரு, கீழ்வணக்கம்பாடி, தண்டராம்பட்டு, திருவண்ணாமலை.: [425, 956, 767, 1027]
- branch-heading: கிளை : கீழ்வணக்கம்பாடி – 2: [520, 1034, 671, 1047]
- branch-heading: க.உண்ணாமலைப்பாளையம் கிளை: [863, 828, 1044, 841]
- booth-organiser: பெ.அபிஷேக், 1327, தென்முடியனூர், தண்டராம்பட்டு, திருவண்ணாமலை.: [1211, 1003, 1483, 1029]
- branch-heading: மேல்கரிப்பூர் கிளை – 1: [177, 1011, 298, 1024]
- branch-heading: தரடாப்பட்டு கிளை – 2: [537, 399, 655, 412]
- pb-list: [67, 476, 409, 536]
- booth-entry: [1141, 651, 1483, 681]
- booth-entry: [425, 843, 767, 872]
- branch-heading: கொட்டையூர் கிளை – 1: [535, 1559, 657, 1572]
- booth-organiser: நா.தீராஜ், பஜனை கோவில் தெரு, தரடாப்பட்டு, தண்டராம்பட்டு, திருவண்ணாமலை.: [495, 605, 767, 632]
- branch-heading: தொண்டமானூர் கிளை: [896, 1109, 1012, 1122]
- booth-organiser: தெதவின், 487, பிள்ளையார் கோவில் தெரு, எடத்தனூர், தண்டராம்பட்டு, திருவண்ணாமலை.: [1211, 1408, 1483, 1435]
- booth-entry: [783, 665, 1125, 695]
- booth-entry: [67, 886, 409, 915]
- organiser-entry: அமைப்பாளர் : ர.அசோக்குமார், 175, மணியன் தெரு, தென்முடியனூர், தண்டராம்பட்டு, திருவண்ணாமலை.: [1141, 733, 1483, 759]
- booth-entry: [1141, 1376, 1483, 1406]
- booth-organiser: ரா.அஜித் குமார், தொண்டமானூர், இராமன்டாபுரம், தண்டராம்பட்டு, திருவண்ணாமலை.: [853, 1224, 1125, 1250]
- booth-entry: [425, 557, 767, 572]
- branch-heading: மேல்கரிப்பூர் கிளை – 2: [177, 1139, 298, 1152]
- organiser-entry: அமைப்பாளர் : சீ.குமரேசன், மாரியம்மன் கோவில் தெரு, கொட்டையூர், தண்டராம்பட்டு, திருவண்ணாமலை.: [425, 1577, 767, 1603]
- booth-entry: [783, 1602, 1125, 1631]
- booth-organisers-heading: பாக அமைப்பாளர்கள் :: [1256, 1285, 1368, 1297]
- booth-organiser: மு.வீரா, தரடாப்பட்டு, தண்டராம்பட்டு, திருவண்ணாமலை.: [495, 559, 760, 570]
- booth-organisers-heading: பாக அமைப்பாளர் :: [906, 1207, 1001, 1219]
- panchayat-heading: கீழ்வணக்கம்பாடி ஊராட்சி: [425, 881, 767, 901]
- branch-heading: அல்லப்பனூர் கிளை – 1: [1249, 159, 1374, 171]
- branch-heading: தென்முடியனூர் கிளை: [1255, 715, 1368, 728]
- branch-heading: மேல்கரிப்பூர் தோப்பு கிளை: [167, 1508, 308, 1521]
- pb-list: [67, 125, 409, 185]
- deputy-organisers-entry: துணை அமைப்பாளர்கள் : (1) ஆ.அரவிந்தன், 459, பொன்முடி ராயர் கோவில் தெரு, வீரணம், சாத்தனூர், தண்டராம்பட்டு, திருவண்ணாமலை. (2) தீ.தமிழ்ச்செல்வன், 543, தெற்குத் தெரு, வீரணம், சாத்தனூர், தண்டராம்பட்டு, திருவண்ணாமலை. (3) இ.ஞானசேகர், தெற்குத் தெரு, வீரணம், சாத்தனூர், தண்டராம்பட்டு, திருவண்ணாமலை.: [67, 270, 409, 340]
- booth-number: பாகம் – 231 :: [1141, 1378, 1205, 1389]
- organiser-entry: அமைப்பாளர் : த.முருகேசன், வள்ளுவர் தெரு, வாழவச்சனூர், தண்டராம்பட்டு, திருவண்ணாமலை.: [783, 305, 1125, 331]
- organiser-entry: அமைப்பாளர் : லசுசு, 79, மாரியம்மன் கோவில் தெரு, அகரம் பள்ளிப்பட்டு, வாழவச்சனூர், தண்டராம்பட்டு, திருவண்ணாமலை.: [783, 1304, 1125, 1330]
- booth-organiser: மமுரேசந்த், 114, அய்யனார் கோவில் தெரு, அல்லப்பனூர், தண்டராம்பட்டு, திருவண்ணாமலை.: [1211, 430, 1483, 456]
- organiser-entry: அமைப்பாளர் : செ.சந்தோஷ்குமார், மேல் ஆதிதிராவிடர் குடியிருப்பு, அல்லப்பனூர், தண்டராம்பட்டு, திருவண்ணாமலை.: [1141, 176, 1483, 203]
- column-3: [783, 124, 1125, 2310]
- deputy-organisers-entry: துணை அமைப்பாளர்கள் : (1) ச.அருள்பாண்டியன், 164, பிள்ளையார் கோவில் தெரு, அல்லப்பனூர், தண்டராம்பட்டு, திருவண்ணாமலை. (2) ஏ.ரமணா, 83, பிள்ளையார் கோவில் தெரு, அல்லப்பனூர், தண்டராம்பட்டு, திருவண்ணாமலை. (3) சி.தமிழ், 104, வடக்குத் தெரு, அல்லப்பனூர், தண்டராம்பட்டு, திருவண்ணாமலை.: [1141, 336, 1483, 407]
- booth-organiser: முருளிதரன், 1607, ஆலம்பள் குட்டை, சாத்தனூர், தண்டராம்பட்டு, திருவண்ணாமலை.: [137, 157, 409, 183]
- booth-organiser: லோ. அஜய், அகரம்பள்ளிப்பட்டு, தண்டராம்பட்டு, திருவண்ணாமலை.: [853, 1603, 1125, 1629]
- booth-number: பாகம் – 283 :: [783, 636, 847, 648]
- panchayat-heading: எடத்தனூர் ஊராட்சி: [1141, 1132, 1483, 1152]
- branch-heading: ஆதிதிராவிடர் குடியிருப்பு கிளை: [154, 348, 321, 361]
- booth-organiser: க.பாண்டிதரன், 251/1, பிரதான சாலை, எடத்தனூர், தண்டராம்பட்டு, திருவண்ணாமலை.: [1211, 1347, 1483, 1373]
- booth-organiser: மு.தீபரசு, 341, மாரியம்மன் கோவில் தெரு, மேல்திருவடத்தனூர், தண்டராம்பட்டு, திருவண்ணாமலை.: [1211, 653, 1483, 679]
